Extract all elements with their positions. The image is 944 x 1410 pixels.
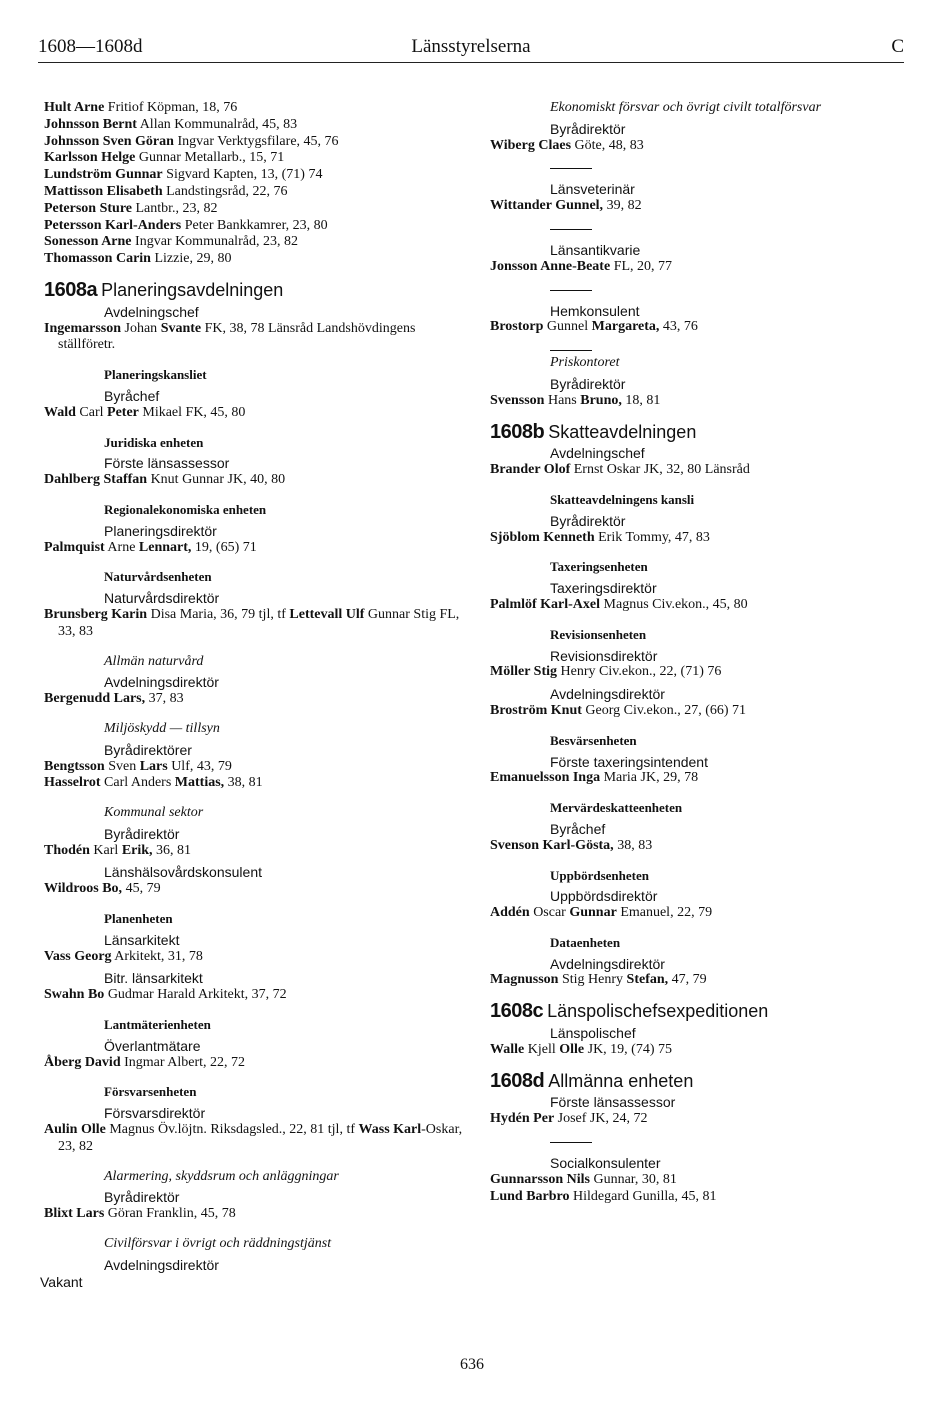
subunit-title: Priskontoret — [550, 355, 620, 371]
list-item: Mattisson Elisabeth Landstingsråd, 22, 76 — [44, 183, 288, 199]
list-item: Dahlberg Staffan Knut Gunnar JK, 40, 80 — [44, 472, 286, 488]
role-label: Överlantmätare — [104, 1037, 201, 1054]
unit-title: Dataenheten — [550, 934, 621, 950]
role-label: Förste länsassessor — [104, 455, 230, 472]
role-label: Byråchef — [550, 820, 606, 837]
list-item: Blixt Lars Göran Franklin, 45, 78 — [44, 1206, 236, 1222]
role-label: Naturvårdsdirektör — [104, 590, 220, 607]
unit-title: Skatteavdelningens kansli — [550, 491, 695, 507]
list-item: Brunsberg Karin Disa Maria, 36, 79 tjl, tf Lettevall Ulf Gunnar Stig FL, 33, 83 — [44, 606, 460, 639]
subunit-title: Allmän naturvård — [104, 653, 204, 669]
unit-title: Försvarsenheten — [104, 1084, 197, 1100]
subunit-title: Ekonomiskt försvar och övrigt civilt totalförsvar — [550, 100, 822, 115]
list-item: Wittander Gunnel, 39, 82 — [490, 198, 642, 214]
list-item: Broström Knut Georg Civ.ekon., 27, (66) 71 — [490, 702, 747, 718]
role-label: Byrådirektör — [104, 1189, 180, 1206]
list-item: Bergenudd Lars, 37, 83 — [44, 691, 184, 707]
role-label: Socialkonsulenter — [550, 1155, 661, 1172]
list-item: Johnsson Bernt Allan Kommunalråd, 45, 83 — [44, 116, 298, 132]
unit-title: Planeringskansliet — [104, 367, 207, 383]
divider — [550, 290, 592, 291]
list-item: Magnusson Stig Henry Stefan, 47, 79 — [490, 972, 707, 988]
list-item: Bengtsson Sven Lars Ulf, 43, 79 — [44, 758, 232, 774]
list-item: Walle Kjell Olle JK, 19, (74) 75 — [490, 1041, 673, 1057]
list-item: Petersson Karl-Anders Peter Bankkamrer, 23, 80 — [44, 217, 328, 233]
role-label: Revisionsdirektör — [550, 647, 658, 664]
list-item: Addén Oscar Gunnar Emanuel, 22, 79 — [490, 905, 713, 921]
list-item: Svensson Hans Bruno, 18, 81 — [490, 392, 661, 408]
role-label: Byråchef — [104, 387, 160, 404]
divider — [550, 168, 592, 169]
subunit-title: Kommunal sektor — [104, 805, 204, 821]
role-label: Avdelningschef — [550, 445, 645, 462]
page-header — [38, 32, 904, 63]
list-item: Johnsson Sven Göran Ingvar Verktygsfilare, 45, 76 — [44, 133, 339, 149]
role-label: Hemkonsulent — [550, 302, 640, 319]
header-title: Länsstyrelserna — [411, 36, 531, 57]
list-item: Palmquist Arne Lennart, 19, (65) 71 — [44, 539, 257, 555]
list-item: Svenson Karl-Gösta, 38, 83 — [490, 837, 653, 853]
role-label: Länsarkitekt — [104, 931, 180, 948]
list-item: Peterson Sture Lantbr., 23, 82 — [44, 200, 218, 216]
role-label: Avdelningsdirektör — [104, 1256, 219, 1273]
unit-title: Planenheten — [104, 911, 173, 927]
role-label: Länsantikvarie — [550, 241, 641, 258]
list-item: Hasselrot Carl Anders Mattias, 38, 81 — [44, 775, 263, 791]
role-label: Avdelningschef — [104, 303, 199, 320]
section-heading-1608b: 1608b Skatteavdelningen — [490, 420, 697, 443]
list-item: Lund Barbro Hildegard Gunilla, 45, 81 — [490, 1188, 717, 1204]
divider — [550, 229, 592, 230]
header-letter: C — [891, 36, 904, 57]
list-item: Åberg David Ingmar Albert, 22, 72 — [44, 1054, 246, 1070]
vacant-label: Vakant — [40, 1273, 83, 1290]
divider — [550, 350, 592, 351]
list-item: Thomasson Carin Lizzie, 29, 80 — [44, 251, 232, 267]
unit-title: Juridiska enheten — [104, 434, 204, 450]
role-label: Försvarsdirektör — [104, 1105, 206, 1122]
section-heading-1608d: 1608d Allmänna enheten — [490, 1069, 694, 1092]
role-label: Länsveterinär — [550, 181, 635, 198]
list-item: Palmlöf Karl-Axel Magnus Civ.ekon., 45, 80 — [490, 596, 748, 612]
role-label: Taxeringsdirektör — [550, 580, 657, 597]
unit-title: Regionalekonomiska enheten — [104, 501, 267, 517]
role-label: Avdelningsdirektör — [550, 955, 665, 972]
unit-title: Uppbördsenheten — [550, 867, 649, 883]
subunit-title: Alarmering, skyddsrum och anläggningar — [104, 1168, 339, 1184]
list-item: Hydén Per Josef JK, 24, 72 — [490, 1111, 648, 1127]
list-item: Sonesson Arne Ingvar Kommunalråd, 23, 82 — [44, 234, 298, 250]
role-label: Länshälsovårdskonsulent — [104, 864, 262, 881]
subunit-title: Civilförsvar i övrigt och räddningstjänst — [104, 1236, 332, 1252]
list-item: Aulin Olle Magnus Öv.löjtn. Riksdagsled., 22, 81 tjl, tf Wass Karl-Oskar, 23, 82 — [44, 1122, 463, 1154]
list-item: Brostorp Gunnel Margareta, 43, 76 — [490, 319, 698, 335]
right-column — [490, 100, 900, 1205]
left-column — [40, 100, 464, 1290]
unit-title: Lantmäterienheten — [104, 1017, 211, 1033]
list-item: Vass Georg Arkitekt, 31, 78 — [44, 948, 203, 964]
list-item: Lundström Gunnar Sigvard Kapten, 13, (71) 74 — [44, 167, 323, 183]
intro-list — [44, 100, 464, 268]
list-item: Ingemarsson Johan Svante FK, 38, 78 Länsråd Landshövdingens ställföretr. — [44, 320, 416, 353]
list-item: Wald Carl Peter Mikael FK, 45, 80 — [44, 404, 246, 420]
list-item: Thodén Karl Erik, 36, 81 — [44, 842, 192, 858]
unit-title: Besvärsenheten — [550, 732, 637, 748]
role-label: Avdelningsdirektör — [104, 674, 219, 691]
role-label: Byrådirektör — [550, 375, 626, 392]
section-heading-1608a: 1608a Planeringsavdelningen — [44, 278, 284, 301]
role-label: Byrådirektör — [550, 512, 626, 529]
role-label: Byrådirektörer — [104, 741, 192, 758]
list-item: Wildroos Bo, 45, 79 — [44, 881, 161, 897]
role-label: Länspolischef — [550, 1025, 636, 1042]
list-item: Emanuelsson Inga Maria JK, 29, 78 — [490, 770, 699, 786]
unit-title: Mervärdeskatteenheten — [550, 800, 683, 816]
list-item: Wiberg Claes Göte, 48, 83 — [490, 137, 644, 153]
list-item: Sjöblom Kenneth Erik Tommy, 47, 83 — [490, 529, 710, 545]
role-label: Byrådirektör — [550, 120, 626, 137]
list-item: Möller Stig Henry Civ.ekon., 22, (71) 76 — [490, 664, 722, 680]
role-label: Uppbördsdirektör — [550, 888, 658, 905]
unit-title: Revisionsenheten — [550, 626, 647, 642]
divider — [550, 1142, 592, 1143]
role-label: Planeringsdirektör — [104, 522, 217, 539]
list-item: Swahn Bo Gudmar Harald Arkitekt, 37, 72 — [44, 987, 287, 1003]
role-label: Byrådirektör — [104, 825, 180, 842]
role-label: Förste länsassessor — [550, 1094, 676, 1111]
list-item: Hult Arne Fritiof Köpman, 18, 76 — [44, 100, 238, 115]
list-item: Gunnarsson Nils Gunnar, 30, 81 — [490, 1171, 677, 1187]
list-item: Jonsson Anne-Beate FL, 20, 77 — [490, 258, 673, 274]
role-label: Avdelningsdirektör — [550, 686, 665, 703]
unit-title: Naturvårdsenheten — [104, 569, 212, 585]
header-range: 1608—1608d — [38, 36, 143, 57]
subunit-title: Miljöskydd — tillsyn — [104, 720, 220, 736]
role-label: Förste taxeringsintendent — [550, 753, 708, 770]
page-number: 636 — [460, 1356, 484, 1373]
unit-title: Taxeringsenheten — [550, 559, 648, 575]
role-label: Bitr. länsarkitekt — [104, 970, 203, 987]
list-item: Karlsson Helge Gunnar Metallarb., 15, 71 — [44, 150, 285, 166]
section-heading-1608c: 1608c Länspolischefsexpeditionen — [490, 1000, 769, 1023]
list-item: Brander Olof Ernst Oskar JK, 32, 80 Länsråd — [490, 462, 750, 478]
